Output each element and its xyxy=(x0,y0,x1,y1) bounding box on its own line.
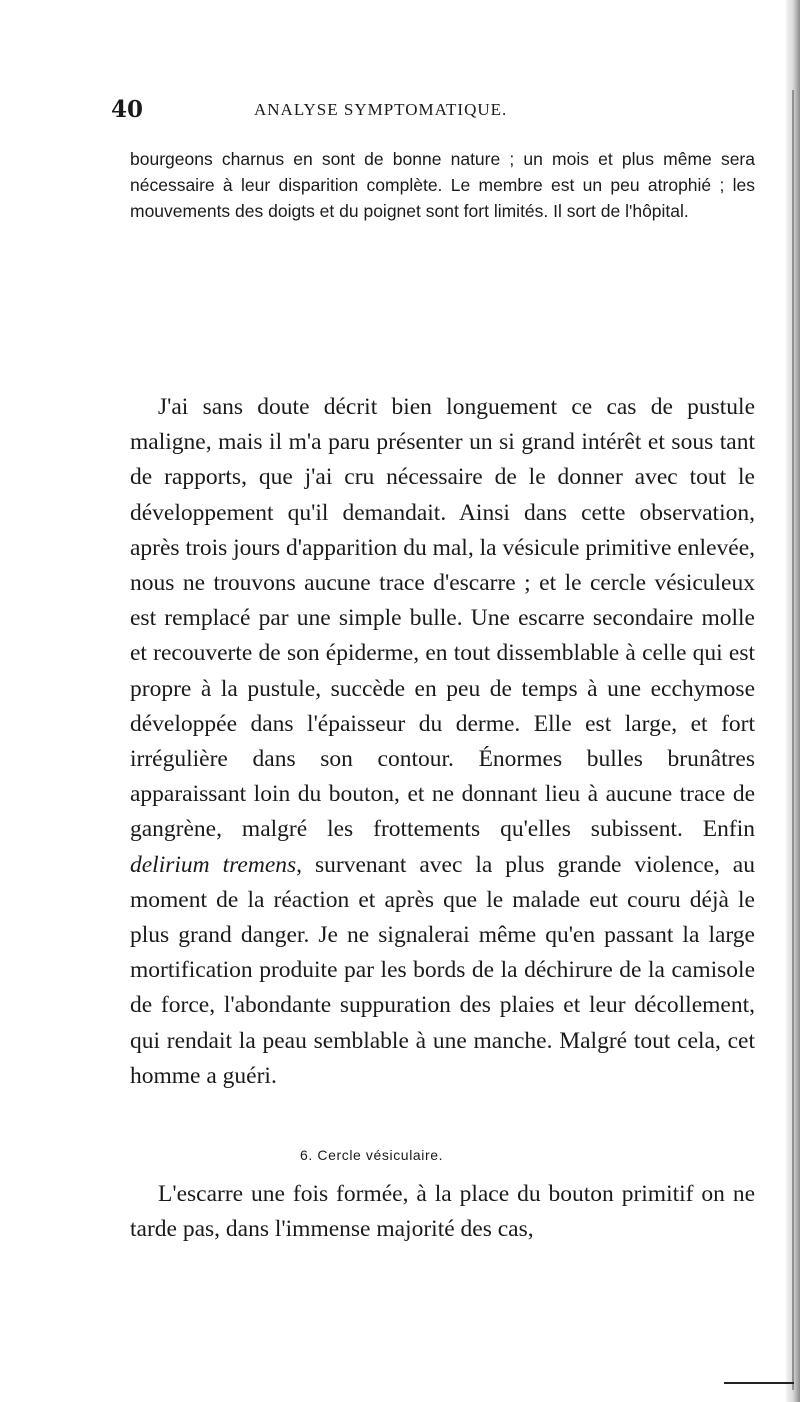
page-number: 40 xyxy=(111,96,144,123)
paragraph-final: L'escarre une fois formée, à la place du bouton primitif on ne tarde pas, dans l'immense majorité des cas, xyxy=(130,1181,755,1243)
paragraph-main-part-2: , survenant avec la plus grande violence, au moment de la réaction et après que le malade eut couru déjà le plus grand danger. Je ne signalerai même qu'en passant la large mortification produite par les bords de la déchirure de la camisole de force, l'abondante suppuration des plaies et leur décollement, qui rendait la peau semblable à une manche. Malgré tout cela, cet homme a guéri. xyxy=(130,851,755,1089)
paragraph-main-part-1: J'ai sans doute décrit bien longuement ce cas de pustule maligne, mais il m'a paru présenter un si grand intérêt et sous tant de rapports, que j'ai cru nécessaire de le donner avec tout le développement qu'il demandait. Ainsi dans cette observation, après trois jours d'apparition du mal, la vésicule primitive enlevée, nous ne trouvons aucune trace d'escarre ; et le cercle vésiculeux est remplacé par une simple bulle. Une escarre secondaire molle et recouverte de son épiderme, en tout dissemblable à celle qui est propre à la pustule, succède en peu de temps à une ecchymose développée dans l'épaisseur du derme. Elle est large, et fort irrégulière dans son contour. Énormes bulles brunâtres apparaissant loin du bouton, et ne donnant lieu à aucune trace de gangrène, malgré les frottements qu'elles subissent. Enfin xyxy=(130,394,755,843)
bottom-rule xyxy=(724,1382,794,1384)
section-caption: 6. Cercle vésiculaire. xyxy=(300,1147,444,1163)
paragraph-small-print: bourgeons charnus en sont de bonne nature ; un mois et plus même sera nécessaire à leur disparition complète. Le membre est un peu atrophié ; les mouvements des doigts et du poignet sont fort limités. Il sort de l'hôpital. xyxy=(130,149,755,222)
paragraph-main-text xyxy=(130,390,755,1094)
italic-term: delirium tremens xyxy=(130,851,297,878)
paragraph-main xyxy=(130,390,755,1094)
page-edge-line xyxy=(792,90,794,1390)
running-head: ANALYSE SYMPTOMATIQUE. xyxy=(254,100,508,119)
page-header xyxy=(111,96,781,132)
